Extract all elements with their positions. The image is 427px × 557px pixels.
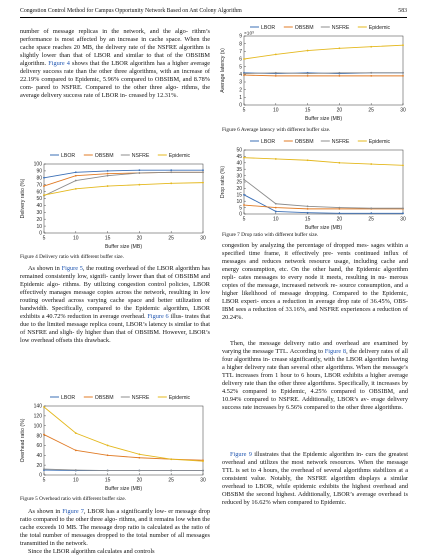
data-point-nsfre xyxy=(243,73,245,75)
x-tick-label: 10 xyxy=(273,107,279,114)
figure-6-caption: Figure 6 Average latency with different buffer size. xyxy=(222,127,331,133)
data-point-epidemic xyxy=(202,182,204,184)
data-point-epidemic xyxy=(107,185,109,187)
x-tick-label: 5 xyxy=(242,216,246,223)
x-tick-label: 30 xyxy=(200,235,206,242)
data-point-epidemic xyxy=(307,50,309,52)
x-axis-label: Buffer size (MB) xyxy=(104,486,143,492)
y-axis-label: Delivery ratio (%) xyxy=(20,178,26,219)
y-tick-label: 40 xyxy=(36,452,42,459)
x-tick-label: 10 xyxy=(73,477,79,484)
data-point-epidemic xyxy=(170,458,172,460)
data-point-epidemic xyxy=(370,46,372,48)
data-point-epidemic xyxy=(75,432,77,434)
data-point-epidemic xyxy=(307,159,309,161)
data-point-obsbm xyxy=(402,75,404,77)
series-line-epidemic xyxy=(44,407,203,461)
x-tick-label: 25 xyxy=(368,216,374,223)
data-point-epidemic xyxy=(370,163,372,165)
y-tick-label: 4 xyxy=(239,72,242,79)
data-point-nsfre xyxy=(170,171,172,173)
y-tick-label: 0 xyxy=(39,472,42,479)
chart-legend xyxy=(50,153,191,159)
y-tick-label: 20 xyxy=(236,186,242,193)
legend-label-lbor: LBOR xyxy=(261,139,276,145)
x-tick-label: 30 xyxy=(200,477,206,484)
data-point-lbor xyxy=(307,212,309,214)
figure-7-caption: Figure 7 Drop ratio with different buffer size. xyxy=(222,232,319,238)
y-tick-label: 0 xyxy=(39,230,42,237)
figure-6-link[interactable]: Figure 6 xyxy=(147,313,169,321)
legend-label-nsfre: NSFRE xyxy=(331,25,350,31)
chart-legend xyxy=(250,139,391,145)
y-tick-label: 45 xyxy=(236,154,242,161)
data-point-nsfre xyxy=(75,469,77,471)
series-line-nsfre xyxy=(244,179,403,208)
data-point-obsbm xyxy=(107,454,109,456)
y-tick-label: 10 xyxy=(36,223,42,230)
data-point-nsfre xyxy=(75,180,77,182)
y-tick-label: 140 xyxy=(33,403,42,410)
legend-entry-lbor xyxy=(50,395,75,401)
y-tick-label: 80 xyxy=(36,175,42,182)
y-tick-label: 30 xyxy=(236,173,242,180)
legend-label-obsbm: OBSBM xyxy=(294,139,314,145)
data-point-obsbm xyxy=(75,175,77,177)
data-point-epidemic xyxy=(402,44,404,46)
series-line-epidemic xyxy=(244,158,403,166)
data-point-lbor xyxy=(202,169,204,171)
y-axis-label: Average latency (s) xyxy=(220,48,226,93)
figure-6-chart xyxy=(218,22,413,122)
x-tick-label: 5 xyxy=(42,235,46,242)
legend-entry-lbor xyxy=(250,25,275,31)
y-tick-label: 15 xyxy=(236,192,242,199)
data-point-nsfre xyxy=(107,470,109,472)
data-point-lbor xyxy=(243,194,245,196)
right-paragraph-2 xyxy=(222,340,408,412)
right-paragraph-3 xyxy=(222,451,408,507)
left-paragraph-3 xyxy=(20,508,210,556)
legend-entry-epidemic xyxy=(158,153,191,159)
legend-entry-obsbm xyxy=(84,395,114,401)
data-point-nsfre xyxy=(339,207,341,209)
data-point-nsfre xyxy=(275,203,277,205)
data-point-lbor xyxy=(107,170,109,172)
y-tick-label: 50 xyxy=(36,196,42,203)
y-tick-label: 90 xyxy=(36,168,42,175)
figure-5-chart xyxy=(18,392,213,492)
legend-entry-obsbm xyxy=(84,153,114,159)
data-point-lbor xyxy=(370,212,372,214)
series-line-nsfre xyxy=(44,172,203,195)
legend-entry-nsfre xyxy=(321,139,350,145)
x-tick-label: 30 xyxy=(400,216,406,223)
data-point-obsbm xyxy=(43,434,45,436)
y-axis-label: Drop ratio (%) xyxy=(220,165,226,199)
data-point-epidemic xyxy=(107,445,109,447)
legend-entry-epidemic xyxy=(358,25,391,31)
data-point-obsbm xyxy=(243,74,245,76)
x-tick-label: 30 xyxy=(400,107,406,114)
data-point-nsfre xyxy=(370,207,372,209)
y-tick-label: 70 xyxy=(36,182,42,189)
figure-5-link[interactable]: Figure 5 xyxy=(61,265,83,272)
data-point-lbor xyxy=(139,169,141,171)
data-point-obsbm xyxy=(275,207,277,209)
x-tick-label: 15 xyxy=(104,477,111,484)
data-point-lbor xyxy=(170,169,172,171)
legend-label-epidemic: Epidemic xyxy=(168,395,191,401)
right-paragraph-1 xyxy=(222,242,408,322)
x-axis-label: Buffer size (MB) xyxy=(304,225,343,231)
data-point-nsfre xyxy=(202,171,204,173)
y-tick-label: 0 xyxy=(239,102,242,109)
x-tick-label: 20 xyxy=(136,235,143,242)
x-tick-label: 15 xyxy=(104,235,111,242)
data-point-nsfre xyxy=(307,205,309,207)
header-rule xyxy=(20,17,407,18)
legend-label-lbor: LBOR xyxy=(61,153,76,159)
y-tick-label: 50 xyxy=(236,147,242,154)
y-tick-label: 120 xyxy=(33,413,42,420)
y-tick-label: 20 xyxy=(36,462,42,469)
data-point-obsbm xyxy=(370,75,372,77)
data-point-nsfre xyxy=(43,468,45,470)
y-tick-label: 0 xyxy=(239,211,242,218)
y-tick-label: 7 xyxy=(239,49,242,56)
data-point-lbor xyxy=(339,212,341,214)
text-block: congestion by analyzing the percentage of dropped mes- sages within a specified time frame, it effectively pre- vents continued influx of messages and reduces network resource usage, including cache and energy consumption, etc. On the other hand, the Epidemic algorithm repli- cates messages to every node it meets, resulting in nu- merous copies of the message, increased network re- source consumption, and a higher likelihood of message dropping. Compared to the Epidemic, LBOR experi- ences a reduction in average drop rate of 36.45%, OBS- IBM sees a reduction of 33.16%, and NSFRE experiences a reduction of 20.24%. xyxy=(222,242,409,322)
legend-entry-nsfre xyxy=(321,25,350,31)
data-point-epidemic xyxy=(75,188,77,190)
text-block: Figure 9 illustrates that the Epidemic algorithm in- curs the greatest overhead and utilizes the most network resources. When the message TTL is set to 4 hours, the overhead of several algorithms stabilizes at a consistent value. Notably, the NSFRE algorithm displays a similar overhead to LBOR, while epidemic exhibits the highest overhead and OBSBM the second highest. Additionally, LBOR’s average overhead is reduced by 16.62% when compared to Epidemic. xyxy=(222,451,408,507)
data-point-obsbm xyxy=(43,185,45,187)
text-block: Since the LBOR algorithm calculates and controls xyxy=(28,548,155,556)
figure-4-caption: Figure 4 Delivery ratio with different buffer size. xyxy=(20,254,124,260)
y-tick-label: 6 xyxy=(239,56,242,63)
left-paragraph-1 xyxy=(20,28,210,100)
legend-label-nsfre: NSFRE xyxy=(331,139,350,145)
data-point-obsbm xyxy=(75,449,77,451)
data-point-epidemic xyxy=(243,58,245,60)
y-tick-label: 100 xyxy=(33,161,42,168)
figure-4-chart xyxy=(18,150,213,250)
x-tick-label: 20 xyxy=(136,477,143,484)
figure-5-caption: Figure 5 Overhead ratio with different buffer size. xyxy=(20,496,126,502)
data-point-lbor xyxy=(75,171,77,173)
data-point-lbor xyxy=(402,212,404,214)
data-point-epidemic xyxy=(170,182,172,184)
plot-area xyxy=(44,406,203,475)
y-tick-label: 3 xyxy=(239,79,242,86)
series-line-obsbm xyxy=(244,75,403,76)
legend-entry-obsbm xyxy=(284,139,314,145)
series-line-epidemic xyxy=(244,45,403,59)
figure-8-link[interactable]: Figure 8 xyxy=(324,348,347,356)
data-point-epidemic xyxy=(339,47,341,49)
data-point-obsbm xyxy=(275,75,277,77)
legend-label-obsbm: OBSBM xyxy=(294,25,314,31)
y-tick-label: 1 xyxy=(239,95,242,102)
y-tick-label: 9 xyxy=(239,33,242,40)
legend-label-epidemic: Epidemic xyxy=(368,25,391,31)
data-point-lbor xyxy=(43,177,45,179)
text-block: Then, the message delivery ratio and overhead are examined by varying the message TTL. According to Figure 8, the delivery rates of all four algorithms in- crease significantly, with the LBOR algorithm having a higher delivery rate than several other algorithms. When the message’s TTL increases from 1 hour to 6 hours, LBOR exhibits a higher average delivery rate than the other three algorithms. Specifically, it increases by 4.52% compared to Epidemic, 4.25% compared to OBSIBM, and 10.94% compared to NSFRE. Additionally, LBOR’s av- erage delivery success rate increases by 6.56% compared to the other three algorithms. xyxy=(222,340,409,412)
data-point-epidemic xyxy=(202,460,204,462)
data-point-epidemic xyxy=(339,162,341,164)
y-tick-label: 8 xyxy=(239,41,242,48)
x-tick-label: 15 xyxy=(304,107,311,114)
y-tick-label: 25 xyxy=(236,179,242,186)
x-tick-label: 25 xyxy=(168,477,174,484)
x-tick-label: 5 xyxy=(242,107,246,114)
data-point-epidemic xyxy=(139,453,141,455)
data-point-lbor xyxy=(275,211,277,213)
data-point-nsfre xyxy=(339,72,341,74)
y-tick-label: 80 xyxy=(36,433,42,440)
legend-label-nsfre: NSFRE xyxy=(131,153,150,159)
y-axis-label: Overhead ratio (%) xyxy=(20,418,26,463)
data-point-epidemic xyxy=(275,54,277,56)
legend-entry-lbor xyxy=(250,139,275,145)
legend-entry-epidemic xyxy=(158,395,191,401)
figure-7-chart xyxy=(218,136,413,231)
legend-label-obsbm: OBSBM xyxy=(94,395,114,401)
chart-legend xyxy=(50,395,191,401)
x-tick-label: 10 xyxy=(273,216,279,223)
legend-entry-nsfre xyxy=(121,395,150,401)
data-point-epidemic xyxy=(275,158,277,160)
figure-9-link[interactable]: Figure 9 xyxy=(230,451,252,458)
data-point-nsfre xyxy=(402,207,404,209)
data-point-nsfre xyxy=(275,72,277,74)
page-number: 583 xyxy=(398,8,407,14)
x-tick-label: 20 xyxy=(336,107,343,114)
x-tick-label: 15 xyxy=(304,216,311,223)
y-tick-label: 5 xyxy=(239,64,242,71)
data-point-epidemic xyxy=(43,406,45,408)
x-tick-label: 5 xyxy=(42,477,46,484)
legend-label-obsbm: OBSBM xyxy=(94,153,114,159)
y-tick-label: 60 xyxy=(36,189,42,196)
text-block: As shown in Figure 7, LBOR has a significantly low- er message drop ratio compared to the other three algo- rithms, and it remains low when the cache exceeds 10 MB. The message drop ratio is calculated as the ratio of the total number of messages dropped to the total number of all messages transmitted in the network. xyxy=(20,508,211,548)
data-point-nsfre xyxy=(307,73,309,75)
y-tick-label: 30 xyxy=(36,210,42,216)
data-point-nsfre xyxy=(107,175,109,177)
x-tick-label: 20 xyxy=(336,216,343,223)
y-tick-label: 20 xyxy=(36,216,42,223)
legend-entry-obsbm xyxy=(284,25,314,31)
legend-entry-epidemic xyxy=(358,139,391,145)
x-tick-label: 25 xyxy=(368,107,374,114)
y-axis-multiplier: ×10³ xyxy=(244,31,254,37)
data-point-nsfre xyxy=(370,72,372,74)
y-tick-label: 60 xyxy=(36,443,42,450)
data-point-obsbm xyxy=(243,204,245,206)
data-point-nsfre xyxy=(139,470,141,472)
y-tick-label: 5 xyxy=(239,205,242,212)
data-point-obsbm xyxy=(139,457,141,459)
legend-label-nsfre: NSFRE xyxy=(131,395,150,401)
data-point-epidemic xyxy=(139,184,141,186)
plot-area xyxy=(244,150,403,214)
series-line-obsbm xyxy=(44,435,203,461)
data-point-epidemic xyxy=(402,164,404,166)
figure-4-link[interactable]: Figure 4 xyxy=(48,60,70,68)
y-tick-label: 100 xyxy=(33,423,42,430)
x-tick-label: 10 xyxy=(73,235,79,242)
data-point-obsbm xyxy=(307,75,309,77)
legend-label-epidemic: Epidemic xyxy=(168,153,191,159)
y-tick-label: 10 xyxy=(236,198,242,205)
data-point-epidemic xyxy=(243,157,245,159)
data-point-nsfre xyxy=(402,72,404,74)
legend-entry-nsfre xyxy=(121,153,150,159)
legend-entry-lbor xyxy=(50,153,75,159)
y-tick-label: 35 xyxy=(236,166,242,173)
data-point-nsfre xyxy=(202,470,204,472)
x-axis-label: Buffer size (MB) xyxy=(304,116,343,122)
y-tick-label: 40 xyxy=(36,203,42,210)
y-tick-label: 40 xyxy=(236,160,242,167)
x-axis-label: Buffer size (MB) xyxy=(104,244,143,250)
data-point-obsbm xyxy=(107,173,109,175)
data-point-obsbm xyxy=(307,208,309,210)
text-block: number of message replicas in the network, and the algo- rithm’s performance is most affected by an increase in cache space. When the cache space reaches 20 MB, the delivery rate of the NSFRE algorithm is slightly lower than that of LBOR and similar to that of the OBSIBM algorithm. Figure 4 shows that the LBOR algorithm has a higher average delivery success rate than the other three algorithms, with an increase of 22.19% compared to Epidemic, 5.96% compared to OBSIBM, and 8.78% com- pared to NSFRE. Compared to the other three algo- rithms, the average delivery success rate of LBOR in- creased by 12.31%. xyxy=(20,28,211,100)
data-point-nsfre xyxy=(139,172,141,174)
running-title: Congestion Control Method for Campus Opportunity Network Based on Ant Colony Algorithm xyxy=(20,8,242,14)
chart-legend xyxy=(250,25,391,31)
data-point-obsbm xyxy=(339,75,341,77)
x-tick-label: 25 xyxy=(168,235,174,242)
data-point-nsfre xyxy=(170,470,172,472)
data-point-epidemic xyxy=(43,194,45,196)
legend-label-epidemic: Epidemic xyxy=(368,139,391,145)
left-paragraph-2 xyxy=(20,265,210,345)
text-block: As shown in Figure 5, the routing overhead of the LBOR algorithm has remained consistently low, signifi- cantly lower than that of OBSIBM and Epidemic algo- rithms. By utilizing congestion control policies, LBOR effectively manages message copies across the network, resulting in low routing overhead across varying cache space and better utilization of bandwidth. Specifically, compared to the Epidemic algorithm, LBOR exhibits a 40.72% reduction in average overhead. Figure 6 illus- trates that due to the limited message replica count, LBOR’s latency is similar to that of NSFRE and sligh- tly higher than that of OBSIBM. However, LBOR’s low overhead offsets this drawback. xyxy=(20,265,211,345)
data-point-nsfre xyxy=(243,179,245,181)
figure-7-link[interactable]: Figure 7 xyxy=(62,508,84,515)
legend-label-lbor: LBOR xyxy=(261,25,276,31)
y-tick-label: 2 xyxy=(239,87,242,94)
legend-label-lbor: LBOR xyxy=(61,395,76,401)
